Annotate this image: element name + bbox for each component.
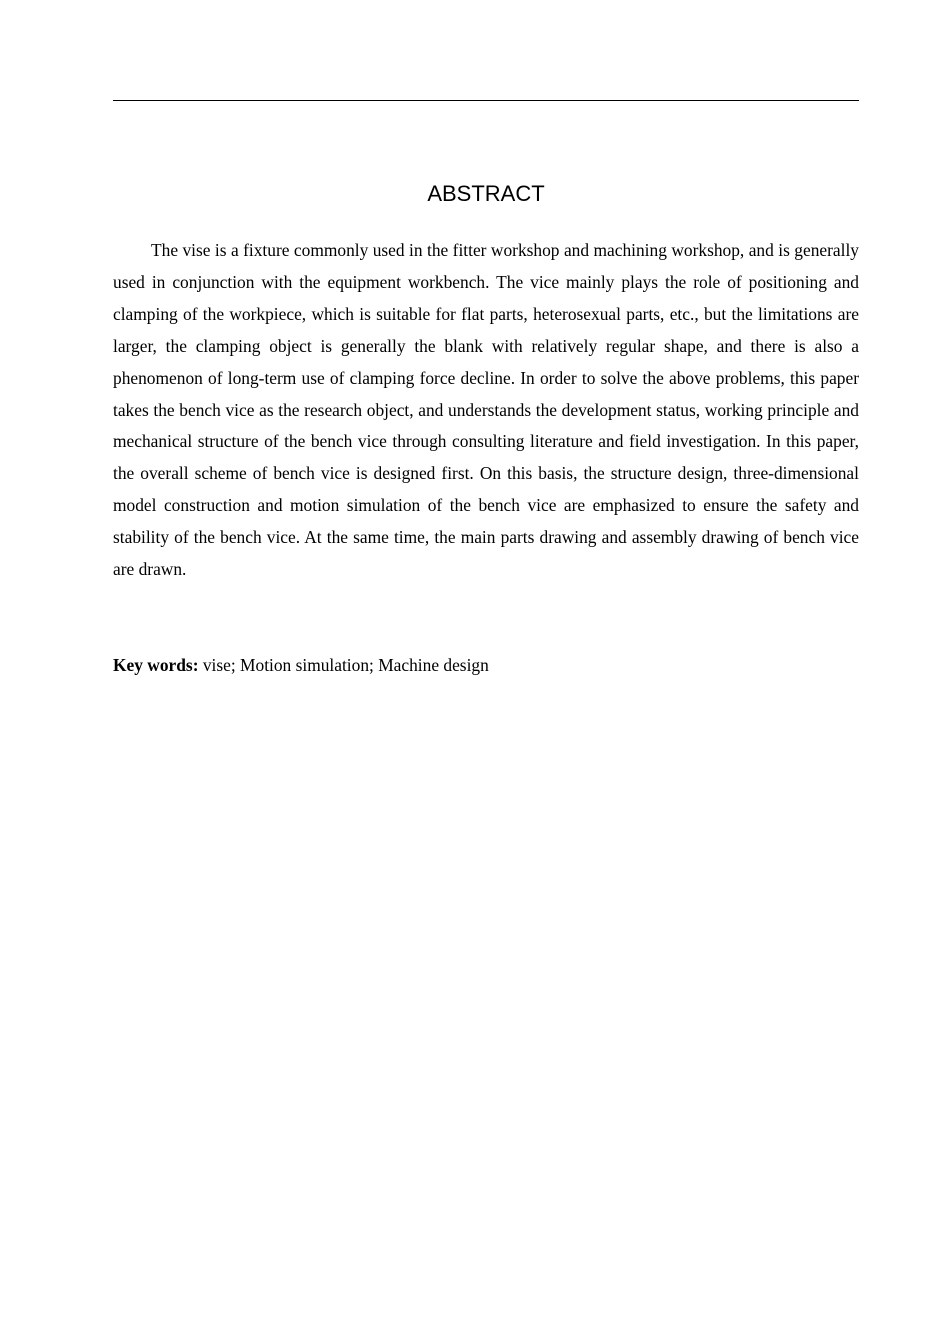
abstract-body: The vise is a fixture commonly used in the fitter workshop and machining workshop, and is generally used in conjunction with the equipment workbench. The vice mainly plays the role of positioning and clamping of the workpiece, which is suitable for flat parts, heterosexual parts, etc., but the limitations are larger, the clamping object is generally the blank with relatively regular shape, and there is also a phenomenon of long-term use of clamping force decline. In order to solve the above problems, this paper takes the bench vice as the research object, and understands the development status, working principle and mechanical structure of the bench vice through consulting literature and field investigation. In this paper, the overall scheme of bench vice is designed first. On this basis, the structure design, three-dimensional model construction and motion simulation of the bench vice are emphasized to ensure the safety and stability of the bench vice. At the same time, the main parts drawing and assembly drawing of bench vice are drawn. <box>113 240 859 580</box>
abstract-title: ABSTRACT <box>427 181 545 206</box>
keywords-value: vise; Motion simulation; Machine design <box>198 655 489 675</box>
keywords-line <box>113 651 859 679</box>
header-rule <box>113 100 859 101</box>
keywords-label: Key words: <box>113 655 199 675</box>
